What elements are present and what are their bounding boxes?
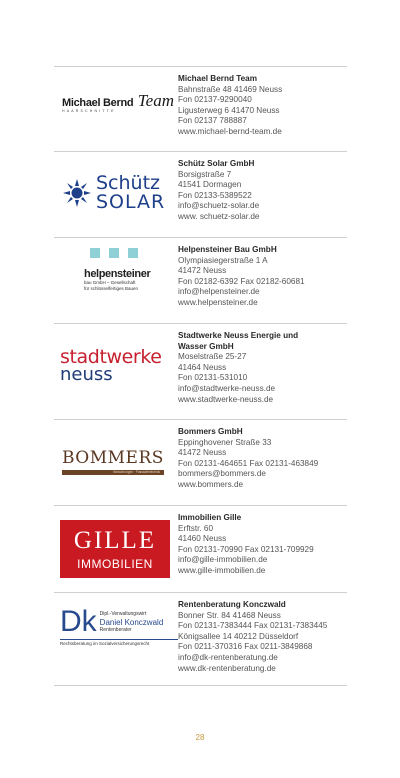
bommers-logo: BOMMERS Bedachungen · Fassadentechnik [62, 448, 164, 474]
helpensteiner-logo: helpensteiner bau GmbH – Gesellschaft für schlüsselfertiges Bauen [54, 238, 178, 323]
konczwald-logo: Dk Dipl.-Verwaltungswirt Daniel Konczwald Rentenberater Rechtsberatung im Sozialversicherungsrecht [54, 593, 178, 685]
squares-icon [90, 248, 150, 258]
website-link[interactable]: www.michael-bernd-team.de [178, 126, 282, 136]
dk-mark: Dk [60, 605, 97, 638]
entry-address: Stadtwerke Neuss Energie und Wasser GmbH Moselstraße 25-27 41464 Neuss Fon 02131-531010 info@stadtwerke-neuss.de www.stadtwerke-neuss.de [178, 324, 347, 419]
company-name: Schütz Solar GmbH [178, 159, 255, 168]
entry-address: Bommers GmbH Eppinghovener Straße 33 41472 Neuss Fon 02131-464651 Fax 02131-463849 bommers@bommers.de www.bommers.de [178, 420, 347, 505]
michael-bernd-logo: Michael Bernd Team HAARSCHNITTE [62, 91, 174, 113]
website-link[interactable]: www.gille-immobilien.de [178, 565, 266, 575]
sun-icon [62, 178, 92, 208]
stadtwerke-neuss-logo: stadtwerke neuss [60, 346, 162, 385]
entry-address: Rentenberatung Konczwald Bonner Str. 84 41468 Neuss Fon 02131-7383444 Fax 02131-7383445 Königsallee 14 40212 Düsseldorf Fon 0211-370316 Fax 0211-3849868 info@dk-rentenberatung.de www.dk-rentenberatung.de [178, 593, 347, 685]
list-item [54, 237, 347, 323]
email-link[interactable]: info@gille-immobilien.de [178, 555, 268, 565]
entry-address: Helpensteiner Bau GmbH Olympiasiegerstraße 1 A 41472 Neuss Fon 02182-6392 Fax 02182-60681 info@helpensteiner.de www.helpensteiner.de [178, 238, 347, 323]
company-name: Helpensteiner Bau GmbH [178, 245, 277, 254]
website-link[interactable]: www.stadtwerke-neuss.de [178, 394, 274, 404]
website-link[interactable]: www. schuetz-solar.de [178, 211, 260, 221]
list-item [54, 323, 347, 419]
company-name: Immobilien Gille [178, 513, 242, 522]
email-link[interactable]: info@stadtwerke-neuss.de [178, 383, 276, 393]
company-name: Michael Bernd Team [178, 74, 258, 83]
entry-address: Schütz Solar GmbH Borsigstraße 7 41541 Dormagen Fon 02133-5389522 info@schuetz-solar.de www. schuetz-solar.de [178, 152, 347, 237]
email-link[interactable]: info@dk-rentenberatung.de [178, 652, 278, 662]
schuetz-solar-logo: Schütz SOLAR [54, 152, 178, 237]
website-link[interactable]: www.helpensteiner.de [178, 297, 258, 307]
list-item [54, 151, 347, 237]
company-name: Stadtwerke Neuss Energie und [178, 331, 299, 340]
website-link[interactable]: www.dk-rentenberatung.de [178, 663, 276, 673]
gille-immobilien-logo: GILLE IMMOBILIEN [54, 506, 178, 592]
entry-address: Michael Bernd Team Bahnstraße 48 41469 Neuss Fon 02137-9290040 Ligusterweg 6 41470 Neuss Fon 02137 788887 www.michael-bernd-team.de [178, 67, 347, 151]
list-item [54, 592, 347, 686]
directory-list [54, 66, 347, 686]
list-item [54, 419, 347, 505]
list-item [54, 505, 347, 592]
email-link[interactable]: info@schuetz-solar.de [178, 201, 260, 211]
email-link[interactable]: bommers@bommers.de [178, 469, 266, 479]
website-link[interactable]: www.bommers.de [178, 479, 244, 489]
email-link[interactable]: info@helpensteiner.de [178, 287, 260, 297]
company-name: Bommers GmbH [178, 427, 243, 436]
company-name: Rentenberatung Konczwald [178, 600, 286, 609]
page-number: 28 [195, 733, 205, 742]
entry-address: Immobilien Gille Erftstr. 60 41460 Neuss Fon 02131-70990 Fax 02131-709929 info@gille-immobilien.de www.gille-immobilien.de [178, 506, 347, 592]
list-item [54, 66, 347, 151]
